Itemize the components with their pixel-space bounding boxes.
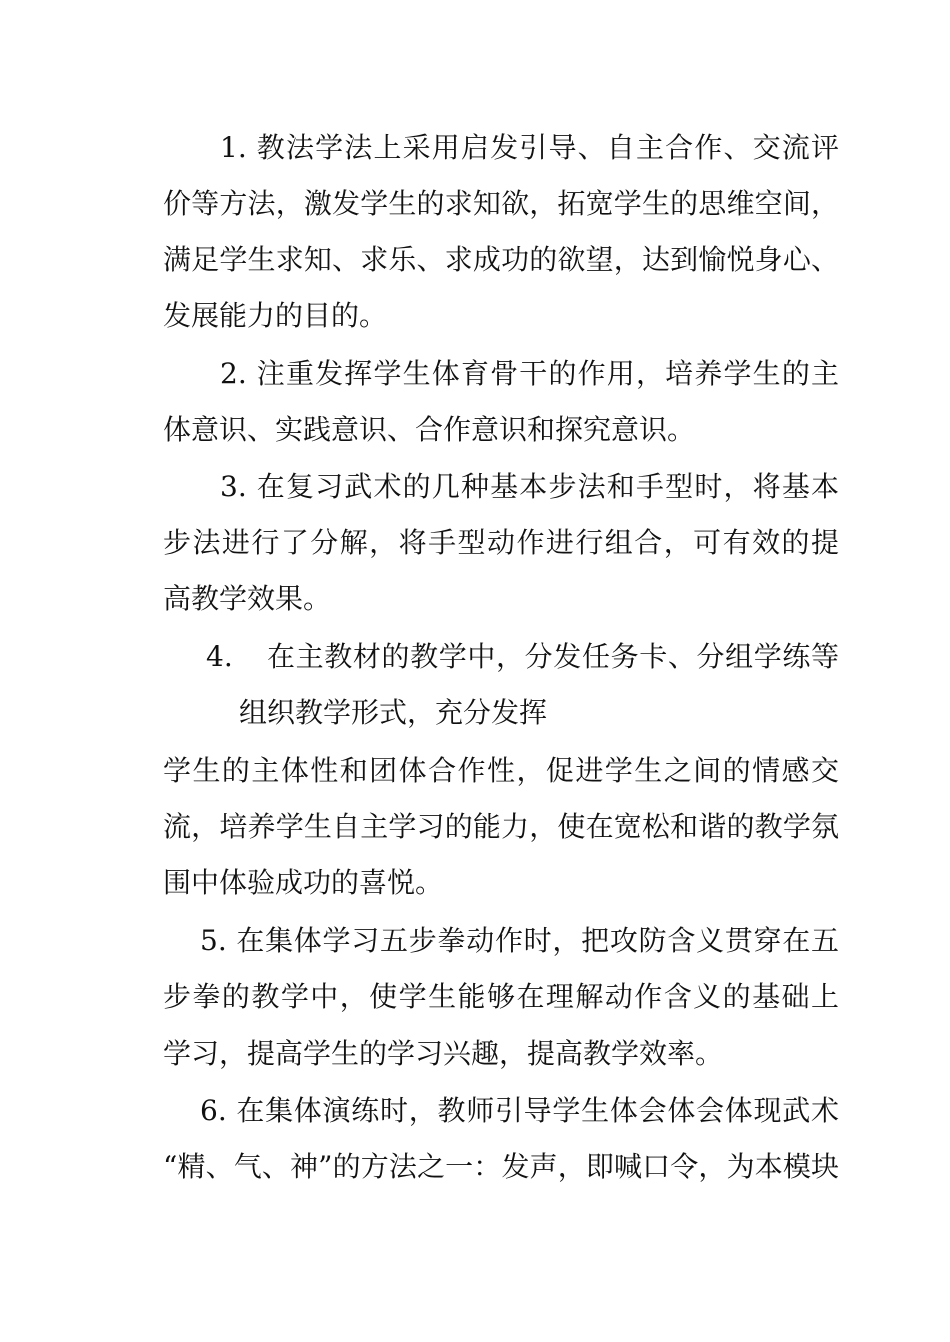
paragraph-4-line-4: 流，培养学生自主学习的能力，使在宽松和谐的教学氛 xyxy=(163,810,839,843)
paragraph-1-line-2: 价等方法，激发学生的求知欲，拓宽学生的思维空间， xyxy=(163,187,839,220)
paragraph-3-line-3: 高教学效果。 xyxy=(163,582,332,615)
paragraph-5-line-1: 5. 在集体学习五步拳动作时，把攻防含义贯穿在五 xyxy=(200,924,839,957)
paragraph-1-line-4: 发展能力的目的。 xyxy=(163,299,388,332)
paragraph-6-line-2: “精、气、神”的方法之一：发声，即喊口令，为本模块 xyxy=(163,1150,839,1183)
paragraph-6-line-1: 6. 在集体演练时，教师引导学生体会体会体现武术 xyxy=(200,1094,839,1127)
paragraph-5-line-2: 步拳的教学中，使学生能够在理解动作含义的基础上 xyxy=(163,980,839,1013)
paragraph-4-line-1: 在主教材的教学中，分发任务卡、分组学练等 xyxy=(267,640,839,673)
paragraph-4-line-2: 组织教学形式，充分发挥 xyxy=(239,696,548,729)
paragraph-4-number: 4. xyxy=(206,640,233,673)
paragraph-5-line-3: 学习，提高学生的学习兴趣，提高教学效率。 xyxy=(163,1037,724,1070)
paragraph-1-line-1: 1. 教法学法上采用启发引导、自主合作、交流评 xyxy=(220,131,839,164)
paragraph-3-line-1: 3. 在复习武术的几种基本步法和手型时，将基本 xyxy=(220,470,839,503)
paragraph-4-line-5: 围中体验成功的喜悦。 xyxy=(163,866,444,899)
paragraph-2-line-2: 体意识、实践意识、合作意识和探究意识。 xyxy=(163,413,696,446)
paragraph-2-line-1: 2. 注重发挥学生体育骨干的作用，培养学生的主 xyxy=(220,357,839,390)
paragraph-3-line-2: 步法进行了分解，将手型动作进行组合，可有效的提 xyxy=(163,526,839,559)
paragraph-1-line-3: 满足学生求知、求乐、求成功的欲望，达到愉悦身心、 xyxy=(163,243,839,276)
paragraph-4-line-3: 学生的主体性和团体合作性，促进学生之间的情感交 xyxy=(163,754,839,787)
